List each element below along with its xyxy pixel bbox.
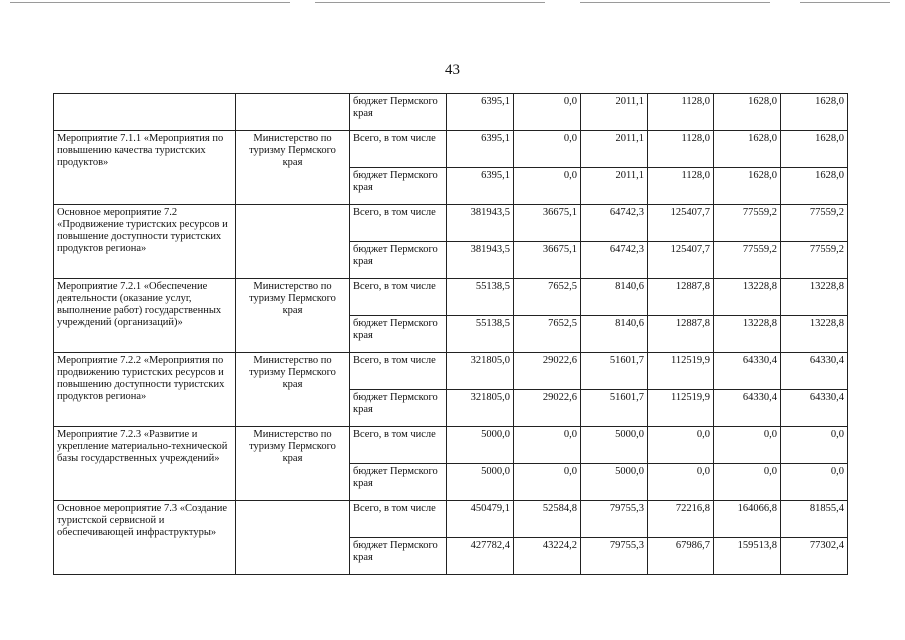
year-amount-cell: 159513,8 bbox=[714, 538, 781, 575]
year-amount-cell: 164066,8 bbox=[714, 501, 781, 538]
total-amount-cell: 427782,4 bbox=[447, 538, 514, 575]
year-amount-cell: 0,0 bbox=[714, 464, 781, 501]
year-amount-cell: 12887,8 bbox=[648, 316, 714, 353]
year-amount-cell: 0,0 bbox=[781, 427, 848, 464]
year-amount-cell: 77559,2 bbox=[781, 242, 848, 279]
year-amount-cell: 77559,2 bbox=[714, 242, 781, 279]
responsible-org-cell bbox=[236, 94, 350, 131]
responsible-org-cell: Министерство по туризму Пермского края bbox=[236, 353, 350, 427]
funding-source-cell: Всего, в том числе bbox=[350, 131, 447, 168]
year-amount-cell: 64330,4 bbox=[714, 390, 781, 427]
total-amount-cell: 5000,0 bbox=[447, 464, 514, 501]
year-amount-cell: 77302,4 bbox=[781, 538, 848, 575]
year-amount-cell: 0,0 bbox=[714, 427, 781, 464]
year-amount-cell: 0,0 bbox=[514, 464, 581, 501]
total-amount-cell: 55138,5 bbox=[447, 316, 514, 353]
year-amount-cell: 36675,1 bbox=[514, 242, 581, 279]
year-amount-cell: 8140,6 bbox=[581, 279, 648, 316]
activity-name-cell: Мероприятие 7.2.2 «Мероприятия по продвижению туристских ресурсов и повышению доступности туристских продуктов региона» bbox=[54, 353, 236, 427]
table-row bbox=[54, 94, 848, 131]
scan-edge-line bbox=[10, 2, 290, 3]
year-amount-cell: 7652,5 bbox=[514, 279, 581, 316]
table-row bbox=[54, 205, 848, 242]
funding-source-cell: бюджет Пермского края bbox=[350, 242, 447, 279]
funding-source-cell: бюджет Пермского края bbox=[350, 538, 447, 575]
funding-source-cell: Всего, в том числе bbox=[350, 501, 447, 538]
activity-name-cell bbox=[54, 94, 236, 131]
funding-source-cell: бюджет Пермского края bbox=[350, 94, 447, 131]
page-number: 43 bbox=[445, 62, 460, 78]
year-amount-cell: 2011,1 bbox=[581, 131, 648, 168]
year-amount-cell: 13228,8 bbox=[714, 316, 781, 353]
year-amount-cell: 77559,2 bbox=[714, 205, 781, 242]
year-amount-cell: 79755,3 bbox=[581, 538, 648, 575]
year-amount-cell: 1628,0 bbox=[714, 168, 781, 205]
year-amount-cell: 0,0 bbox=[514, 427, 581, 464]
year-amount-cell: 0,0 bbox=[514, 131, 581, 168]
year-amount-cell: 64742,3 bbox=[581, 205, 648, 242]
total-amount-cell: 5000,0 bbox=[447, 427, 514, 464]
year-amount-cell: 112519,9 bbox=[648, 390, 714, 427]
year-amount-cell: 43224,2 bbox=[514, 538, 581, 575]
year-amount-cell: 1128,0 bbox=[648, 94, 714, 131]
year-amount-cell: 29022,6 bbox=[514, 390, 581, 427]
year-amount-cell: 1628,0 bbox=[714, 131, 781, 168]
responsible-org-cell: Министерство по туризму Пермского края bbox=[236, 279, 350, 353]
year-amount-cell: 51601,7 bbox=[581, 390, 648, 427]
year-amount-cell: 0,0 bbox=[514, 94, 581, 131]
table-row bbox=[54, 279, 848, 316]
funding-source-cell: бюджет Пермского края bbox=[350, 464, 447, 501]
table-row bbox=[54, 427, 848, 464]
year-amount-cell: 29022,6 bbox=[514, 353, 581, 390]
year-amount-cell: 5000,0 bbox=[581, 427, 648, 464]
year-amount-cell: 77559,2 bbox=[781, 205, 848, 242]
total-amount-cell: 381943,5 bbox=[447, 242, 514, 279]
year-amount-cell: 112519,9 bbox=[648, 353, 714, 390]
budget-table-body bbox=[54, 94, 848, 575]
table-row bbox=[54, 353, 848, 390]
scan-edge-line bbox=[800, 2, 890, 3]
funding-source-cell: бюджет Пермского края bbox=[350, 168, 447, 205]
year-amount-cell: 2011,1 bbox=[581, 94, 648, 131]
budget-table bbox=[53, 93, 848, 575]
year-amount-cell: 0,0 bbox=[781, 464, 848, 501]
year-amount-cell: 1628,0 bbox=[781, 168, 848, 205]
year-amount-cell: 0,0 bbox=[648, 427, 714, 464]
year-amount-cell: 13228,8 bbox=[714, 279, 781, 316]
total-amount-cell: 321805,0 bbox=[447, 390, 514, 427]
year-amount-cell: 1628,0 bbox=[781, 131, 848, 168]
year-amount-cell: 79755,3 bbox=[581, 501, 648, 538]
year-amount-cell: 36675,1 bbox=[514, 205, 581, 242]
table-row bbox=[54, 131, 848, 168]
year-amount-cell: 2011,1 bbox=[581, 168, 648, 205]
total-amount-cell: 450479,1 bbox=[447, 501, 514, 538]
year-amount-cell: 52584,8 bbox=[514, 501, 581, 538]
responsible-org-cell bbox=[236, 501, 350, 575]
year-amount-cell: 125407,7 bbox=[648, 242, 714, 279]
total-amount-cell: 55138,5 bbox=[447, 279, 514, 316]
year-amount-cell: 1128,0 bbox=[648, 168, 714, 205]
funding-source-cell: Всего, в том числе bbox=[350, 353, 447, 390]
year-amount-cell: 5000,0 bbox=[581, 464, 648, 501]
responsible-org-cell bbox=[236, 205, 350, 279]
year-amount-cell: 64330,4 bbox=[781, 353, 848, 390]
funding-source-cell: Всего, в том числе bbox=[350, 205, 447, 242]
table-row bbox=[54, 501, 848, 538]
year-amount-cell: 64330,4 bbox=[781, 390, 848, 427]
year-amount-cell: 1128,0 bbox=[648, 131, 714, 168]
year-amount-cell: 125407,7 bbox=[648, 205, 714, 242]
activity-name-cell: Основное мероприятие 7.3 «Создание туристской сервисной и обеспечивающей инфраструктуры» bbox=[54, 501, 236, 575]
responsible-org-cell: Министерство по туризму Пермского края bbox=[236, 427, 350, 501]
responsible-org-cell: Министерство по туризму Пермского края bbox=[236, 131, 350, 205]
year-amount-cell: 13228,8 bbox=[781, 316, 848, 353]
total-amount-cell: 6395,1 bbox=[447, 94, 514, 131]
year-amount-cell: 81855,4 bbox=[781, 501, 848, 538]
year-amount-cell: 51601,7 bbox=[581, 353, 648, 390]
activity-name-cell: Основное мероприятие 7.2 «Продвижение туристских ресурсов и повышение доступности туристских продуктов региона» bbox=[54, 205, 236, 279]
activity-name-cell: Мероприятие 7.1.1 «Мероприятия по повышению качества туристских продуктов» bbox=[54, 131, 236, 205]
activity-name-cell: Мероприятие 7.2.3 «Развитие и укрепление материально-технической базы государственных учреждений» bbox=[54, 427, 236, 501]
funding-source-cell: Всего, в том числе bbox=[350, 279, 447, 316]
year-amount-cell: 72216,8 bbox=[648, 501, 714, 538]
total-amount-cell: 6395,1 bbox=[447, 168, 514, 205]
total-amount-cell: 321805,0 bbox=[447, 353, 514, 390]
year-amount-cell: 64330,4 bbox=[714, 353, 781, 390]
activity-name-cell: Мероприятие 7.2.1 «Обеспечение деятельности (оказание услуг, выполнение работ) государственных учреждений (организаций)» bbox=[54, 279, 236, 353]
total-amount-cell: 381943,5 bbox=[447, 205, 514, 242]
year-amount-cell: 8140,6 bbox=[581, 316, 648, 353]
year-amount-cell: 0,0 bbox=[648, 464, 714, 501]
year-amount-cell: 12887,8 bbox=[648, 279, 714, 316]
funding-source-cell: бюджет Пермского края bbox=[350, 390, 447, 427]
year-amount-cell: 64742,3 bbox=[581, 242, 648, 279]
scan-edge-line bbox=[315, 2, 545, 3]
year-amount-cell: 7652,5 bbox=[514, 316, 581, 353]
total-amount-cell: 6395,1 bbox=[447, 131, 514, 168]
year-amount-cell: 0,0 bbox=[514, 168, 581, 205]
year-amount-cell: 1628,0 bbox=[714, 94, 781, 131]
funding-source-cell: Всего, в том числе bbox=[350, 427, 447, 464]
year-amount-cell: 67986,7 bbox=[648, 538, 714, 575]
year-amount-cell: 1628,0 bbox=[781, 94, 848, 131]
year-amount-cell: 13228,8 bbox=[781, 279, 848, 316]
scan-edge-line bbox=[580, 2, 770, 3]
funding-source-cell: бюджет Пермского края bbox=[350, 316, 447, 353]
